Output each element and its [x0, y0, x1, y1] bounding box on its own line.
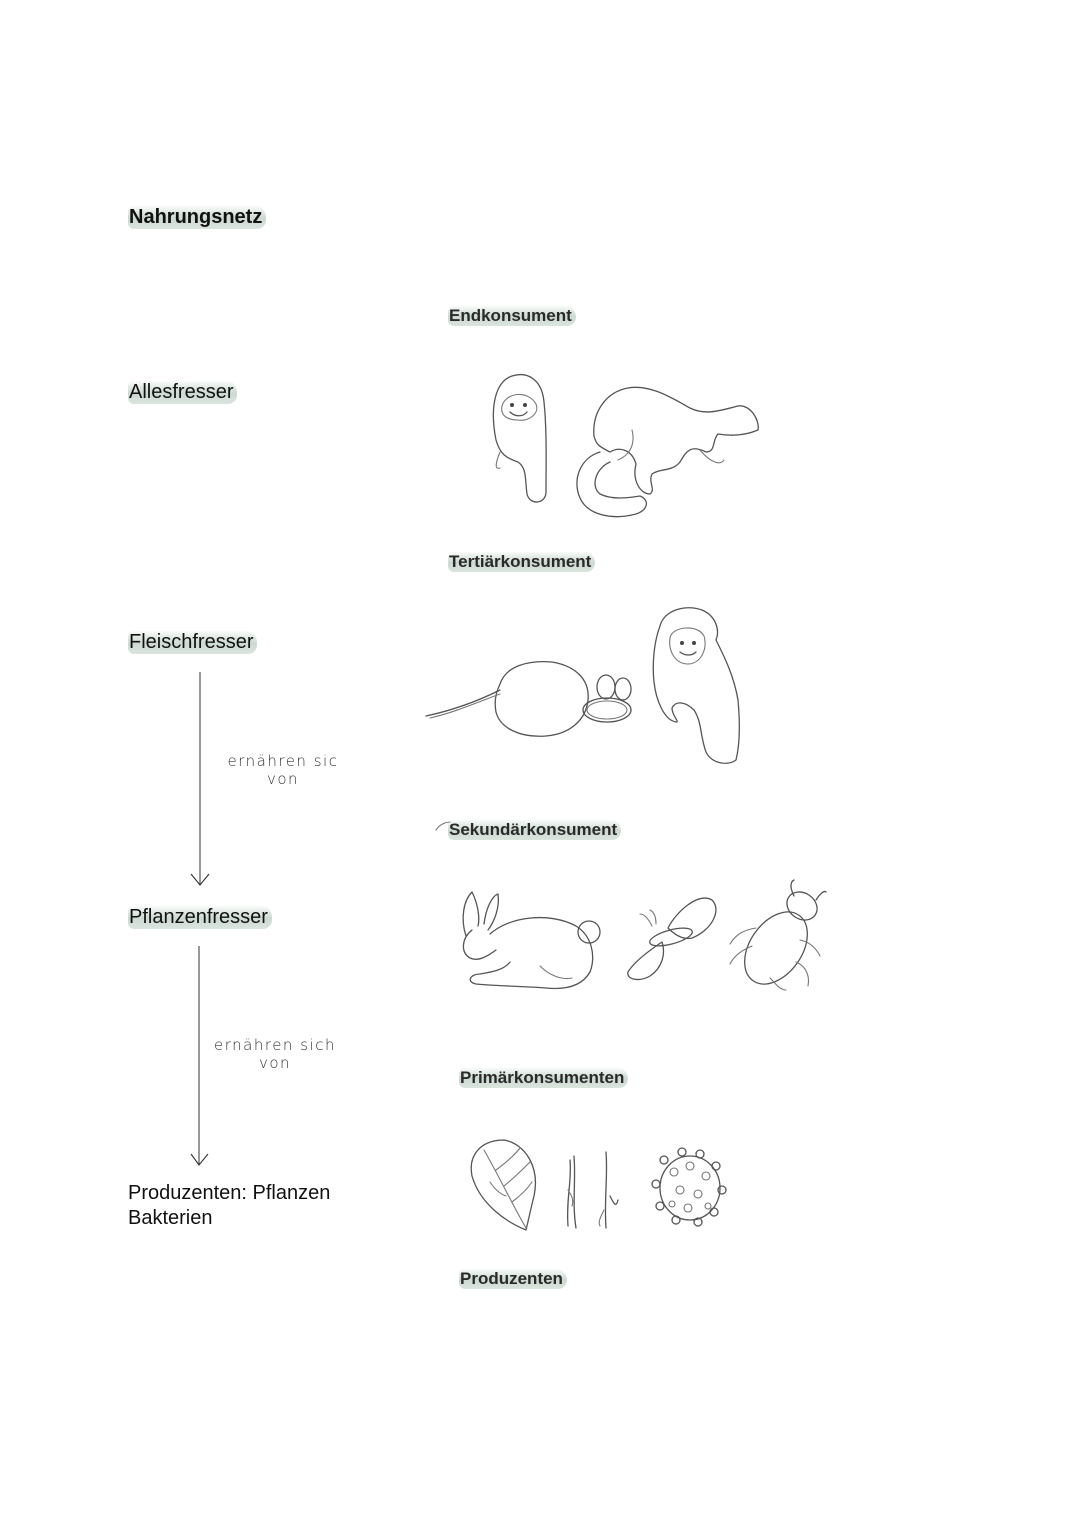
label-produzenten-pflanzen: Produzenten: Pflanzen Bakterien	[128, 1182, 331, 1229]
bacteria-sketch	[652, 1148, 726, 1226]
butterfly-sketch	[628, 898, 716, 979]
monkey-sketch	[653, 608, 739, 764]
beetle-sketch	[730, 880, 826, 996]
grass-sketch	[568, 1152, 618, 1228]
arrow-1-caption: ernähren sic von	[227, 752, 339, 788]
label-sekundaerkonsument: Sekundärkonsument	[448, 819, 621, 840]
label-produzenten: Produzenten	[459, 1268, 567, 1289]
label-allesfresser: Allesfresser	[128, 380, 237, 404]
leaf-sketch	[471, 1140, 535, 1230]
label-pflanzenfresser: Pflanzenfresser	[128, 905, 272, 929]
arrow-2-caption: ernähren sich von	[214, 1036, 336, 1072]
label-primaerkonsumenten: Primärkonsumenten	[459, 1067, 628, 1088]
marten-sketch	[577, 387, 758, 516]
title-text: Nahrungsnetz	[128, 205, 266, 229]
owl-sketch	[493, 375, 546, 502]
label-endkonsument: Endkonsument	[448, 305, 576, 326]
rabbit-sketch	[463, 892, 600, 988]
rat-sketch	[426, 662, 631, 737]
label-fleischfresser: Fleischfresser	[128, 630, 257, 654]
label-tertiaerkonsument: Tertiärkonsument	[448, 551, 595, 572]
